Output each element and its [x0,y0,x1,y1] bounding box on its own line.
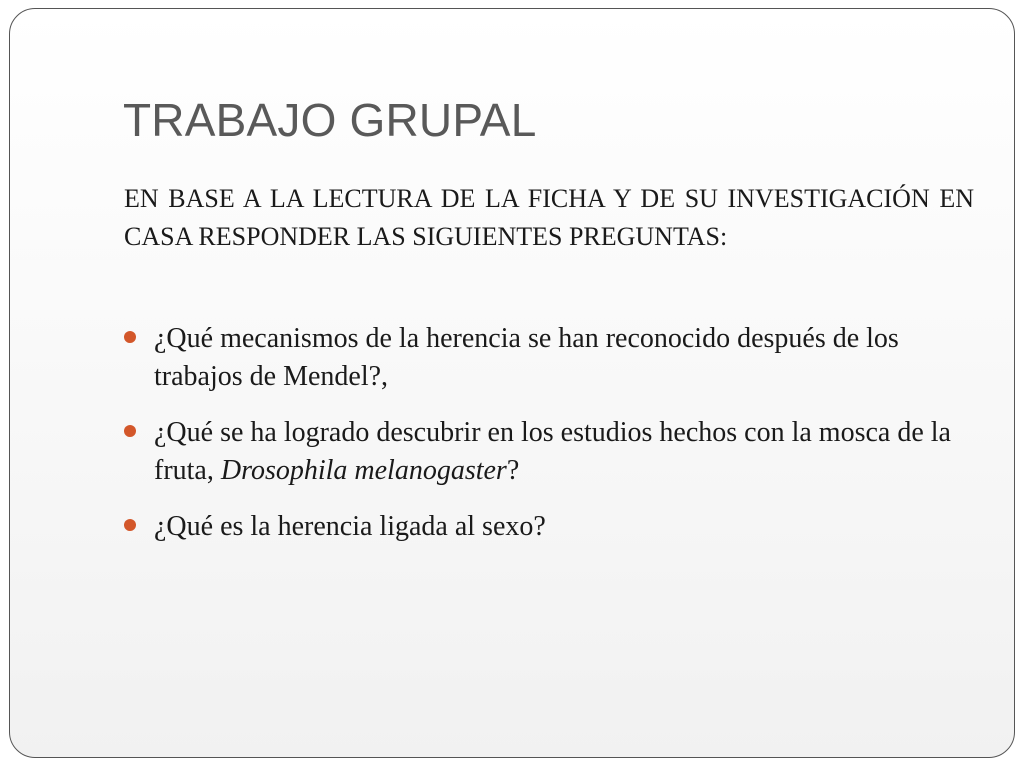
question-text: ¿Qué es la herencia ligada al sexo? [154,511,546,542]
slide [9,8,1015,758]
question-item [124,320,974,396]
bullet-dot-icon [124,519,136,531]
intro-paragraph: EN BASE A LA LECTURA DE LA FICHA Y DE SU INVESTIGACIÓN EN CASA RESPONDER LAS SIGUIENTES PREGUNTAS: [124,184,974,251]
question-item [124,414,974,490]
question-text-end: ? [506,455,520,486]
bullet-dot-icon [124,425,136,437]
bullet-dot-icon [124,331,136,343]
question-text: ¿Qué se ha logrado descubrir en los estudios hechos con la mosca de la fruta, [154,417,951,486]
species-name: Drosophila melanogaster [220,455,507,486]
slide-title: TRABAJO GRUPAL [123,94,537,146]
question-text: ¿Qué mecanismos de la herencia se han reconocido después de los trabajos de Mendel?, [154,323,899,392]
question-item [124,508,974,546]
question-list [124,320,974,564]
